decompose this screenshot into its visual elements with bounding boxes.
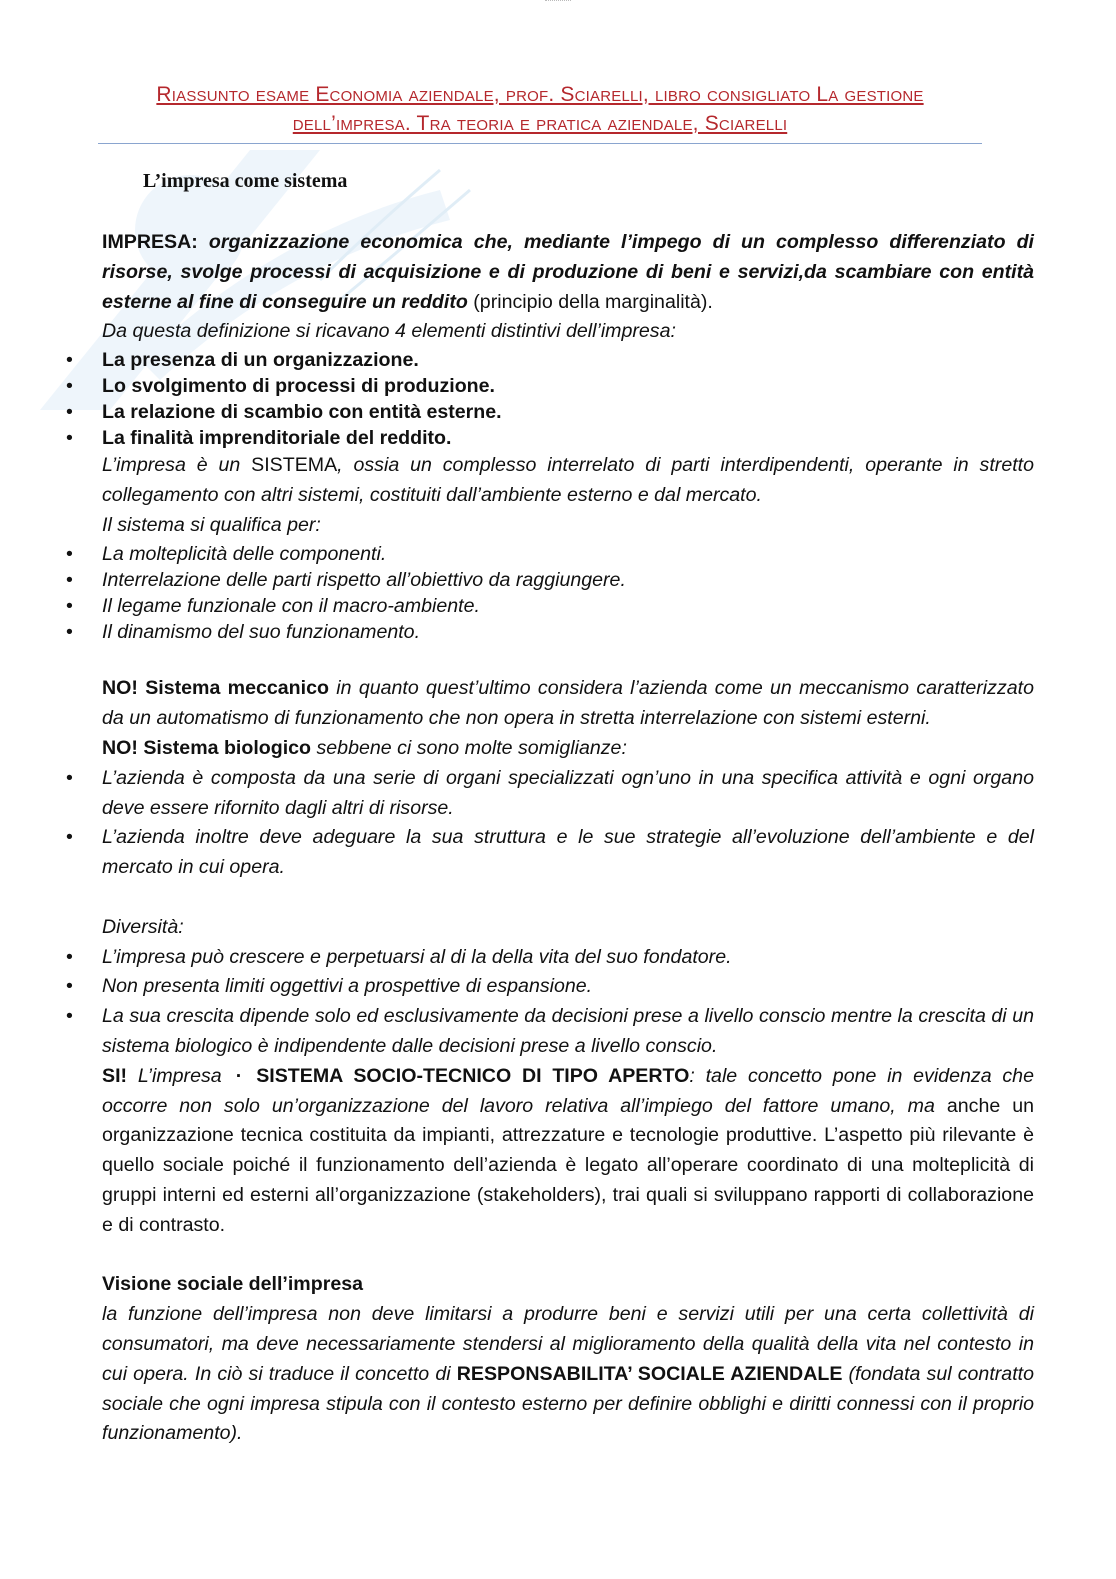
- list-item: • Il dinamismo del suo funzionamento.: [102, 619, 1034, 645]
- list-item: • La presenza di un organizzazione.: [102, 347, 1034, 373]
- list-item: • La finalità imprenditoriale del reddito.: [102, 425, 1034, 451]
- definition-note: (principio della marginalità).: [467, 290, 713, 313]
- socio-impresa: L’impresa: [127, 1064, 222, 1087]
- socio-rest: anche un organizzazione tecnica costituita da impianti, attrezzature e tecnologie produttive. L’aspetto più rilevante è quello sociale poiché il funzionamento dell’azienda è legato all’operare coordinato di una molteplicità di gruppi interni ed esterni all’organizzazione (stakeholders), trai quali si sviluppano rapporti di collaborazione e di contrasto.: [102, 1094, 1034, 1236]
- list-item: • La molteplicità delle componenti.: [102, 541, 1034, 567]
- visione-text: la funzione dell’impresa non deve limitarsi a produrre beni e servizi utili per una certa collettività di consumatori, ma deve necessariamente stendersi al miglioramento della qualità della vita nel contesto in cui opera. In ciò si traduce il concetto di: [102, 1303, 1034, 1385]
- visione-keyword: RESPONSABILITA’ SOCIALE AZIENDALE: [456, 1362, 843, 1385]
- section-heading: L’impresa come sistema: [143, 170, 348, 192]
- sistema-pre: L’impresa è un: [102, 454, 252, 477]
- diversita-list: [102, 943, 1034, 1062]
- definition-paragraph: [102, 228, 1034, 317]
- socio-keyword: SISTEMA SOCIO-TECNICO DI TIPO APERTO: [256, 1064, 690, 1087]
- socio-italic: : tale concetto pone in evidenza che occorre non solo un’organizzazione del lavoro relativa all’impiego del fattore umano, ma: [102, 1064, 1034, 1117]
- meccanico-paragraph: [102, 674, 1034, 734]
- definition-text: organizzazione economica che, mediante l’impego di un complesso differenziato di risorse, svolge processi di acquisizione e di produzione di beni e servizi,da scambiare con entità esterne al fine di conseguire un reddito: [102, 231, 1034, 313]
- list-item: • L’impresa può crescere e perpetuarsi al di la della vita del suo fondatore.: [102, 943, 1034, 973]
- spacer: [102, 645, 1034, 675]
- elements-intro: Da questa definizione si ricavano 4 elementi distintivi dell’impresa:: [102, 320, 676, 343]
- socio-symbol: ·: [235, 1064, 243, 1087]
- list-item: • La relazione di scambio con entità esterne.: [102, 399, 1034, 425]
- list-item: • Il legame funzionale con il macro-ambiente.: [102, 593, 1034, 619]
- list-item: • L’azienda inoltre deve adeguare la sua struttura e le sue strategie all’evoluzione dell’ambiente e del mercato in cui opera.: [102, 823, 1034, 883]
- list-item: • Interrelazione delle parti rispetto all’obiettivo da raggiungere.: [102, 567, 1034, 593]
- sistema-post: , ossia un complesso interrelato di parti interdipendenti, operante in stretto collegamento con altri sistemi, costituiti dall’ambiente esterno e dal mercato.: [102, 454, 1034, 506]
- sistema-keyword: SISTEMA: [251, 454, 338, 477]
- document-body: [102, 228, 1034, 1449]
- diversita-intro: Diversità:: [102, 915, 184, 938]
- meccanico-text: in quanto quest’ultimo considera l’azienda come un meccanismo caratterizzato da un automatismo di funzionamento che non opera in stretta interrelazione con sistemi esterni.: [102, 677, 1034, 730]
- meccanico-label: NO! Sistema meccanico: [102, 677, 329, 700]
- visione-note: (fondata sul contratto sociale che ogni impresa stipula con il contesto esterno per definire obblighi e diritti connessi con il proprio funzionamento).: [102, 1362, 1034, 1445]
- list-item: • Non presenta limiti oggettivi a prospettive di espansione.: [102, 972, 1034, 1002]
- title-divider: [98, 143, 982, 144]
- si-label: SI!: [102, 1064, 128, 1087]
- spacer: [102, 1241, 1034, 1271]
- sistema-paragraph: [102, 451, 1034, 511]
- qualifica-intro: Il sistema si qualifica per:: [102, 513, 321, 536]
- elements-list: [102, 347, 1034, 451]
- biologico-paragraph: [102, 734, 1034, 764]
- page-top-mark: [545, 0, 571, 4]
- spacer: [102, 883, 1034, 913]
- list-item: • La sua crescita dipende solo ed esclusivamente da decisioni prese a livello conscio mentre la crescita di un sistema biologico è indipendente dalle decisioni prese a livello conscio.: [102, 1002, 1034, 1062]
- definition-label: IMPRESA:: [102, 231, 198, 253]
- document-title: Riassunto esame Economia aziendale, prof. Sciarelli, libro consigliato La gestione dell’impresa. Tra teoria e pratica aziendale, Sciarelli: [156, 83, 924, 135]
- list-item: • Lo svolgimento di processi di produzione.: [102, 373, 1034, 399]
- socio-tecnico-paragraph: [102, 1062, 1034, 1241]
- biologico-label: NO! Sistema biologico: [102, 736, 312, 759]
- visione-paragraph: [102, 1300, 1034, 1449]
- somiglianze-list: [102, 764, 1034, 883]
- visione-heading: Visione sociale dell’impresa: [102, 1273, 364, 1296]
- biologico-text: sebbene ci sono molte somiglianze:: [311, 736, 627, 759]
- list-item: • L’azienda è composta da una serie di organi specializzati ogn’uno in una specifica attività e ogni organo deve essere rifornito dagli altri di risorse.: [102, 764, 1034, 824]
- qualifica-list: [102, 541, 1034, 645]
